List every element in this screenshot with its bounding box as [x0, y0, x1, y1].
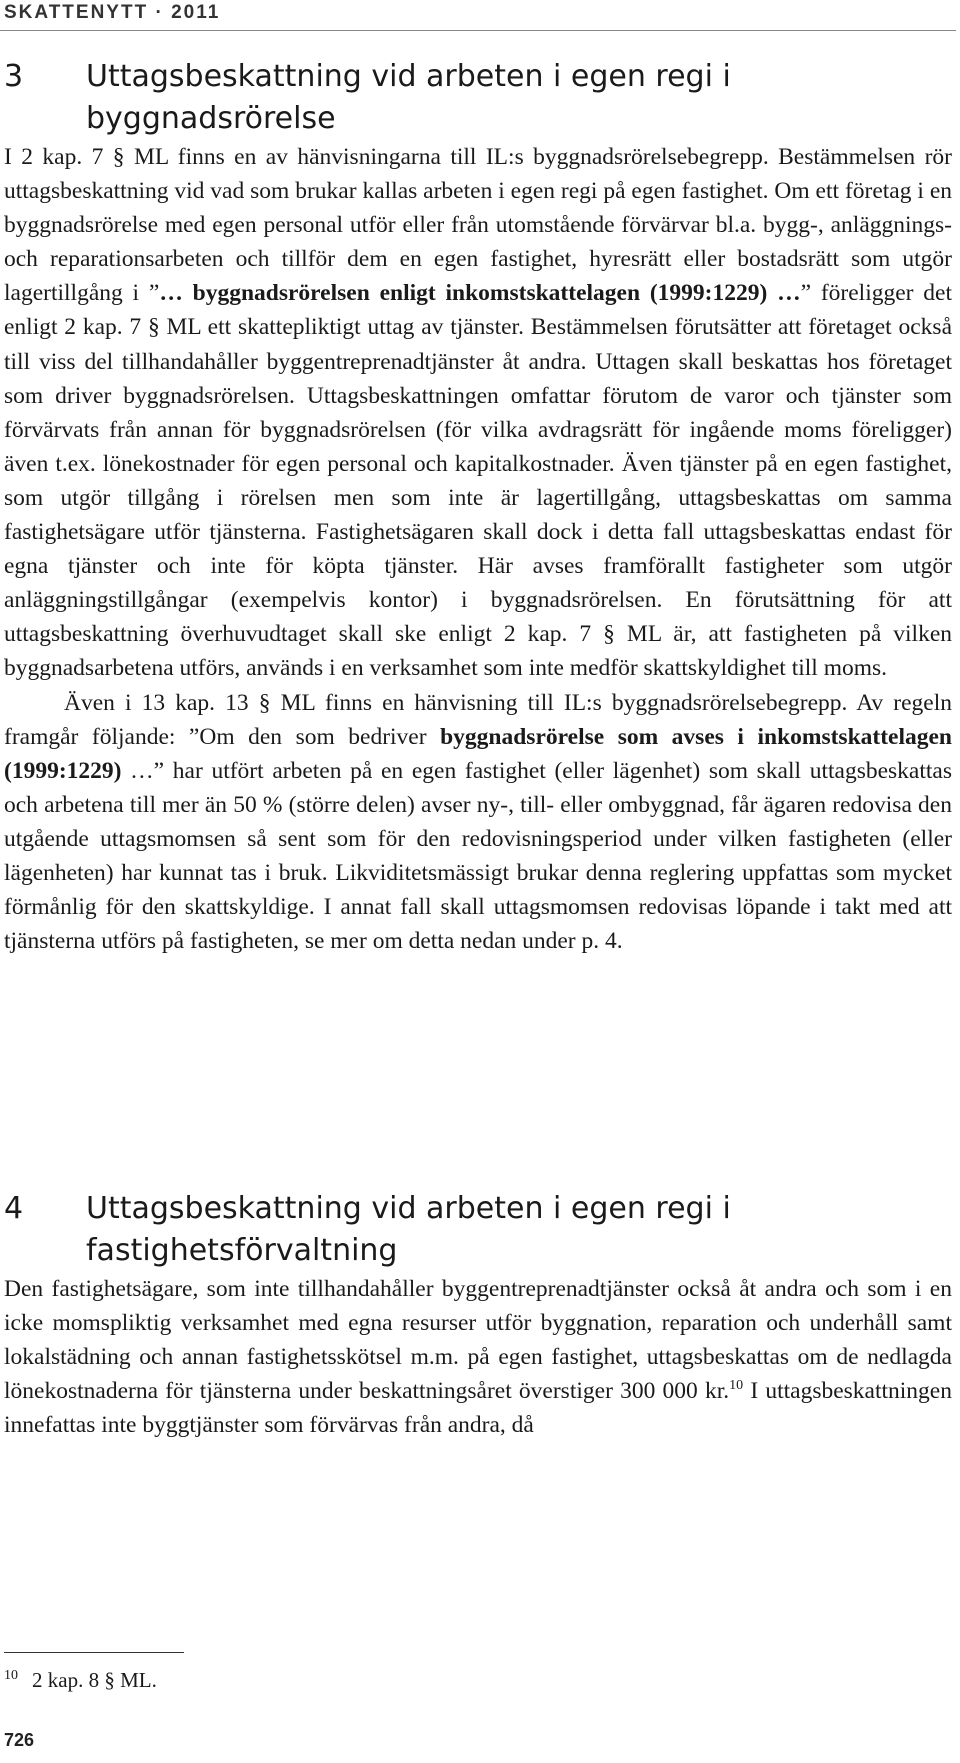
footnote — [4, 1668, 157, 1693]
footnote-reference[interactable]: 10 — [729, 1378, 744, 1394]
quoted-bold-text: … byggnadsrörelsen enligt inkomstskattelagen (1999:1229) … — [159, 280, 801, 307]
text-run: ” föreligger det enligt 2 kap. 7 § ML ett skattepliktigt uttag av tjänster. Bestämmelsen förutsätter att företaget också till viss del tillhandahåller byggentreprenadtjänster åt andra. Uttagen skall beskattas hos företaget som driver byggnadsrörelsen. Uttagsbeskattningen omfattar förutom de varor och tjänster som förvärvats från annan för byggnadsrörelsen (för vilka avdragsrätt för ingående moms föreligger) även t.ex. lönekostnader för egen personal och kapitalkostnader. Även tjänster på en egen fastighet, som utgör tillgång i rörelsen men som inte är lagertillgång, uttagsbeskattas om samma fastighetsägare utför tjänsterna. Fastighetsägaren skall dock i detta fall uttagsbeskattas endast för egna tjänster och inte för köpta tjänster. Här avses framförallt fastigheter som utgör anläggningstillgångar (exempelvis kontor) i byggnadsrörelsen. En förutsättning för att uttagsbeskattning överhuvudtaget skall ske enligt 2 kap. 7 § ML är, att fastigheten på vilken byggnadsarbetena utförs, används i en verksamhet som inte medför skattskyldighet till moms. — [4, 280, 952, 682]
section-4-title: Uttagsbeskattning vid arbeten i egen regi i fastighetsförvaltning — [86, 1191, 731, 1268]
footnote-text: 2 kap. 8 § ML. — [32, 1668, 157, 1692]
section-4-paragraph-1 — [4, 1272, 952, 1442]
page-number: 726 — [4, 1730, 35, 1750]
section-3-paragraph-1 — [4, 140, 952, 686]
section-3-body — [4, 140, 952, 958]
quoted-bold-text: byggnadsrörelse som avses i inkomstskattelagen (1999:1229) — [4, 723, 953, 784]
text-run: I uttagsbeskattningen innefattas inte byggtjänster som förvärvas från andra, då — [4, 1378, 952, 1439]
text-run: Den fastighetsägare, som inte tillhandahåller byggentreprenadtjänster också åt andra och som i en icke momspliktig verksamhet med egna resurser utför byggnation, reparation och underhåll samt lokalstädning och annan fastighetsskötsel m.m. på egen fastighet, uttagsbeskattas om de nedlagda lönekostnaderna för tjänsterna under beskattningsåret överstiger 300 000 kr. — [4, 1276, 952, 1405]
text-run: …” har utfört arbeten på en egen fastighet (eller lägenhet) som skall uttagsbeskattas och arbetena till mer än 50 % (större delen) avser ny-, till- eller ombyggnad, får ägaren redovisa den utgående uttagsmomsen så sent som för den redovisningsperiod under vilken fastigheten (eller lägenheten) har kunnat tas i bruk. Likviditetsmässigt brukar denna reglering uppfattas som mycket förmånlig för den skattskyldige. I annat fall skall uttagsmomsen redovisas löpande i takt med att tjänsterna utförs på fastigheten, se mer om detta nedan under p. 4. — [4, 757, 952, 955]
text-run: I 2 kap. 7 § ML finns en av hänvisningarna till IL:s byggnadsrörelsebegrepp. Bestämmelsen rör uttagsbeskattning vid vad som brukar kallas arbeten i egen regi på egen fastighet. Om ett företag i en byggnadsrörelse med egen personal utför eller från utomstående förvärvar bl.a. bygg-, anläggnings- och reparationsarbeten och tillför dem en egen fastighet, hyresrätt eller bostadsrätt som utgör lagertillgång i ” — [4, 144, 952, 307]
text-run: Även i 13 kap. 13 § ML finns en hänvisning till IL:s byggnadsrörelsebegrepp. Av regeln framgår följande: ”Om den som bedriver — [4, 689, 952, 750]
footnote-number: 10 — [4, 1668, 18, 1683]
running-head: SKATTENYTT · 2011 — [4, 2, 221, 23]
section-3-title: Uttagsbeskattning vid arbeten i egen regi i byggnadsrörelse — [86, 59, 731, 136]
section-4-heading — [4, 1188, 806, 1272]
section-3-heading — [4, 56, 806, 140]
header-rule — [0, 30, 956, 31]
section-3-number: 3 — [4, 59, 24, 94]
section-4-body — [4, 1272, 952, 1442]
footnote-rule — [4, 1652, 184, 1653]
section-3-paragraph-2 — [4, 686, 952, 959]
section-4-number: 4 — [4, 1191, 24, 1226]
